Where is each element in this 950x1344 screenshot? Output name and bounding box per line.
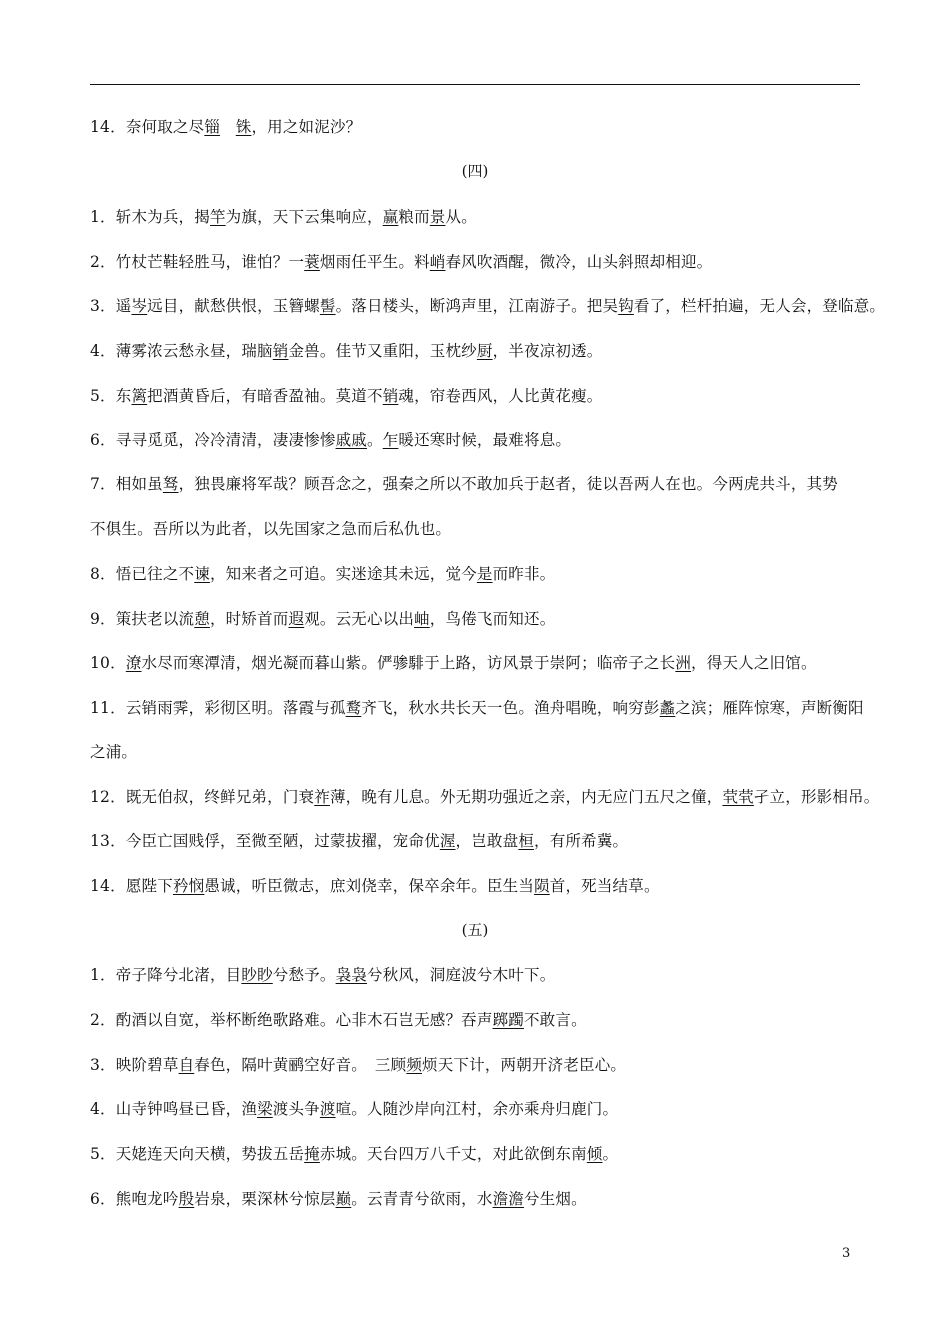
text-segment: 14．愿陛下 xyxy=(90,877,173,895)
underlined-word: 渡 xyxy=(319,1100,336,1118)
text-line xyxy=(90,786,880,808)
text-segment: ，岂敢盘 xyxy=(455,832,519,850)
text-line xyxy=(90,1054,870,1076)
text-segment: 兮秋风，洞庭波兮木叶下。 xyxy=(367,966,556,984)
text-segment: 14．奈何取之尽 xyxy=(90,118,205,136)
underlined-word: 乍 xyxy=(382,431,399,449)
underlined-word: 遐 xyxy=(288,610,305,628)
underlined-word: 桓 xyxy=(518,832,535,850)
text-segment: 9．策扶老以流 xyxy=(90,610,195,628)
text-segment: 不敢言。 xyxy=(523,1011,587,1029)
text-line xyxy=(90,206,870,228)
underlined-word: 茕茕 xyxy=(722,788,754,806)
underlined-word: 祚 xyxy=(314,788,330,806)
text-segment: 7．相如虽 xyxy=(90,475,163,493)
underlined-word: 竿 xyxy=(209,208,226,226)
underlined-word: 洲 xyxy=(675,654,692,672)
text-segment: 5．东 xyxy=(90,387,132,405)
text-line xyxy=(90,830,870,852)
underlined-word: 是 xyxy=(476,565,493,583)
underlined-word: 钩 xyxy=(618,297,634,315)
text-line xyxy=(90,295,886,317)
text-line xyxy=(90,116,870,138)
text-segment: 薄，晚有儿息。外无期功强近之亲，内无应门五尺之僮， xyxy=(329,788,723,806)
text-line xyxy=(90,875,870,897)
text-segment: 2．竹杖芒鞋轻胜马，谁怕？一 xyxy=(90,253,305,271)
text-segment: 孑立，形影相吊。 xyxy=(753,788,880,806)
section-heading xyxy=(0,160,950,182)
text-segment: 赤城。天台四万八千丈，对此欲倒东南 xyxy=(319,1145,587,1163)
text-line xyxy=(90,1188,870,1210)
text-line xyxy=(90,385,870,407)
underlined-word: 峭 xyxy=(429,253,446,271)
text-segment: 兮愁予。 xyxy=(272,966,336,984)
underlined-word: 销 xyxy=(272,342,289,360)
underlined-word: 眇眇 xyxy=(241,966,273,984)
text-segment: 把酒黄昏后，有暗香盈袖。莫道不 xyxy=(147,387,383,405)
underlined-word: 锱 xyxy=(204,118,221,136)
text-segment: (四) xyxy=(461,162,489,180)
text-line xyxy=(90,518,870,540)
text-segment: 12．既无伯叔，终鲜兄弟，门衰 xyxy=(90,788,315,806)
text-segment: 烦天下计，两朝开济老臣心。 xyxy=(422,1056,627,1074)
underlined-word: 赢 xyxy=(382,208,399,226)
text-segment: 暖还寒时候，最难将息。 xyxy=(398,431,572,449)
text-segment: 春风吹酒醒，微冷，山头斜照却相迎。 xyxy=(445,253,713,271)
text-line xyxy=(90,741,870,763)
text-segment: 。落日楼头，断鸿声里，江南游子。把吴 xyxy=(335,297,619,315)
text-segment: 13．今臣亡国贱俘，至微至陋，过蒙拔擢，宠命优 xyxy=(90,832,440,850)
text-line xyxy=(90,563,870,585)
text-segment: 8．悟已往之不 xyxy=(90,565,195,583)
underlined-word: 厨 xyxy=(476,342,493,360)
text-segment: 烟雨任平生。料 xyxy=(319,253,430,271)
underlined-word: 憩 xyxy=(194,610,210,628)
underlined-word: 鹜 xyxy=(345,699,362,717)
text-segment: 为旗，天下云集响应， xyxy=(225,208,383,226)
text-segment: 。 xyxy=(366,431,383,449)
text-segment: ，时矫首而 xyxy=(209,610,289,628)
text-line xyxy=(90,697,870,719)
text-segment: ，鸟倦飞而知还。 xyxy=(429,610,556,628)
text-segment: 3．映阶碧草 xyxy=(90,1056,179,1074)
underlined-word: 岫 xyxy=(414,610,430,628)
text-line xyxy=(90,608,870,630)
text-segment: 看了，栏杆拍遍，无人会，登临意。 xyxy=(633,297,886,315)
underlined-word: 篱 xyxy=(131,387,148,405)
text-segment: 1．帝子降兮北渚，目 xyxy=(90,966,242,984)
text-segment: 首，死当结草。 xyxy=(549,877,660,895)
text-segment: 兮生烟。 xyxy=(524,1190,587,1208)
underlined-word: 频 xyxy=(406,1056,423,1074)
text-line xyxy=(90,251,870,273)
underlined-word: 销 xyxy=(382,387,399,405)
underlined-word: 袅袅 xyxy=(335,966,367,984)
text-segment: 齐飞，秋水共长天一色。渔舟唱晚，响穷彭 xyxy=(361,699,660,717)
text-segment: 从。 xyxy=(445,208,477,226)
underlined-word: 蠡 xyxy=(659,699,676,717)
text-segment: ，知来者之可追。实迷途其未远，觉今 xyxy=(209,565,477,583)
text-segment: 6．熊咆龙吟 xyxy=(90,1190,179,1208)
text-line xyxy=(90,1098,870,1120)
text-segment: 。云青青兮欲雨，水 xyxy=(351,1190,493,1208)
underlined-word: 澹澹 xyxy=(492,1190,524,1208)
text-segment: (五) xyxy=(461,921,489,939)
text-line xyxy=(90,429,870,451)
text-segment: 不俱生。吾所以为此者，以先国家之急而后私仇也。 xyxy=(90,520,452,538)
text-segment: 岩泉，栗深林兮惊层 xyxy=(194,1190,336,1208)
underlined-word: 谏 xyxy=(194,565,210,583)
text-segment: 4．薄雾浓云愁永昼，瑞脑 xyxy=(90,342,273,360)
underlined-word: 潦 xyxy=(125,654,142,672)
text-segment: 而昨非。 xyxy=(492,565,556,583)
text-segment: 之滨；雁阵惊寒，声断衡阳 xyxy=(675,699,864,717)
underlined-word: 巅 xyxy=(335,1190,352,1208)
text-segment: ，有所希冀。 xyxy=(534,832,629,850)
text-segment: 5．天姥连天向天横，势拔五岳 xyxy=(90,1145,305,1163)
underlined-word: 渥 xyxy=(439,832,456,850)
section-heading xyxy=(0,919,950,941)
underlined-word: 殷 xyxy=(178,1190,195,1208)
underlined-word: 岑 xyxy=(131,297,148,315)
underlined-word: 倾 xyxy=(586,1145,603,1163)
text-segment: ，得天人之旧馆。 xyxy=(691,654,817,672)
page-number: 3 xyxy=(842,1246,851,1261)
text-line xyxy=(90,340,870,362)
text-segment: 11．云销雨霁，彩彻区明。落霞与孤 xyxy=(90,699,346,717)
underlined-word: 景 xyxy=(429,208,446,226)
text-segment: 粮而 xyxy=(398,208,430,226)
text-line xyxy=(90,964,870,986)
text-segment: 之浦。 xyxy=(90,743,138,761)
underlined-word: 矜悯 xyxy=(172,877,205,895)
underlined-word: 梁 xyxy=(257,1100,273,1118)
underlined-word: 戚戚 xyxy=(335,431,367,449)
text-segment: 喧。人随沙岸向江村，余亦乘舟归鹿门。 xyxy=(335,1100,619,1118)
text-segment: 观。云无心以出 xyxy=(304,610,415,628)
underlined-word: 自 xyxy=(178,1056,195,1074)
underlined-word: 蓑 xyxy=(304,253,320,271)
text-segment: 。 xyxy=(602,1145,619,1163)
text-segment: 10． xyxy=(90,654,126,672)
text-segment: 金兽。佳节又重阳，玉枕纱 xyxy=(288,342,477,360)
underlined-word: 髻 xyxy=(319,297,336,315)
text-segment: ，用之如泥沙？ xyxy=(251,118,362,136)
text-segment: 3．遥 xyxy=(90,297,132,315)
text-line xyxy=(90,652,870,674)
text-line xyxy=(90,1009,870,1031)
text-segment: 愚诚，听臣微志，庶刘侥幸，保卒余年。臣生当 xyxy=(204,877,535,895)
text-segment: 1．斩木为兵，揭 xyxy=(90,208,210,226)
text-segment: 魂，帘卷西风，人比黄花瘦。 xyxy=(398,387,603,405)
text-segment: ，半夜凉初透。 xyxy=(492,342,603,360)
underlined-word: 掩 xyxy=(304,1145,320,1163)
text-line xyxy=(90,1143,870,1165)
text-segment: 远目，献愁供恨，玉簪螺 xyxy=(147,297,320,315)
text-segment: 2．酌酒以自宽，举杯断绝歌路难。心非木石岂无感？吞声 xyxy=(90,1011,493,1029)
text-segment: ，独畏廉将军哉？顾吾念之，强秦之所以不敢加兵于赵者，徒以吾两人在也。今两虎共斗，其势 xyxy=(178,475,838,493)
underlined-word: 踯躅 xyxy=(492,1011,524,1029)
underlined-word: 驽 xyxy=(162,475,179,493)
underlined-word: 铢 xyxy=(235,118,252,136)
underlined-word: 陨 xyxy=(534,877,550,895)
text-segment: 春色，隔叶黄鹂空好音。 三顾 xyxy=(194,1056,407,1074)
text-segment: 水尽而寒潭清，烟光凝而暮山紫。俨骖騑于上路，访风景于崇阿；临帝子之长 xyxy=(141,654,676,672)
text-segment xyxy=(220,118,236,136)
text-segment: 6．寻寻觅觅，冷冷清清，凄凄惨惨 xyxy=(90,431,336,449)
text-segment: 4．山寺钟鸣昼已昏，渔 xyxy=(90,1100,258,1118)
text-line xyxy=(90,473,870,495)
text-segment: 渡头争 xyxy=(272,1100,320,1118)
